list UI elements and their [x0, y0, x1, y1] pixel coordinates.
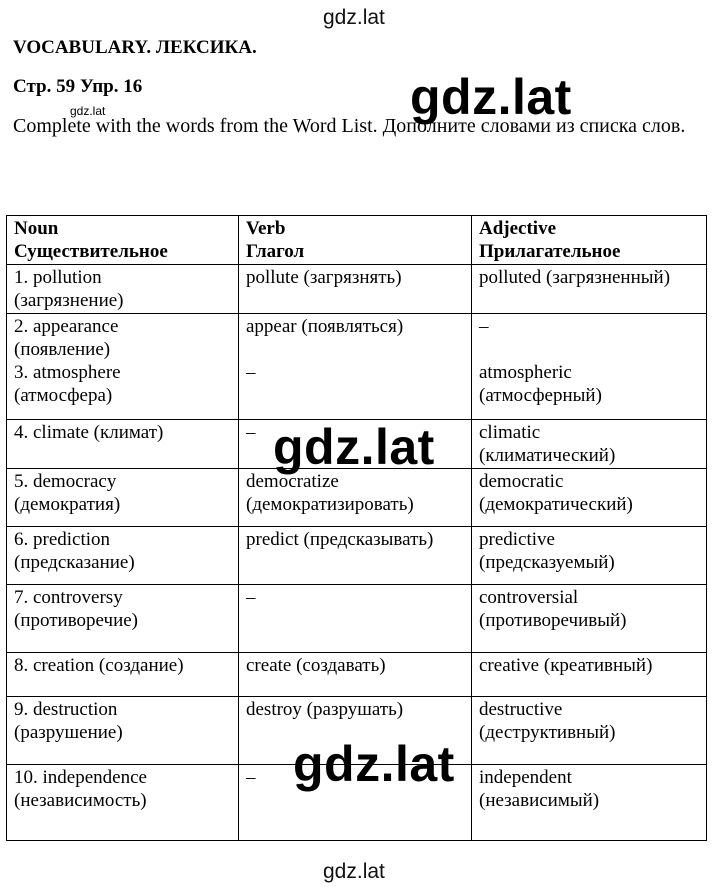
table-cell-noun	[7, 314, 239, 420]
table-cell-noun	[7, 527, 239, 585]
table-row	[7, 314, 707, 420]
cell-line: destroy (разрушать)	[246, 699, 404, 720]
cell-line: –	[246, 587, 256, 608]
table-cell-verb	[239, 527, 472, 585]
column-header-noun	[7, 216, 239, 265]
cell-line: (независимый)	[479, 790, 600, 811]
page-reference: Стр. 59 Упр. 16	[13, 76, 143, 97]
table-cell-adjective	[472, 265, 707, 314]
table-row	[7, 469, 707, 527]
table-cell-noun	[7, 697, 239, 765]
cell-line	[246, 338, 464, 361]
watermark-large-2: gdz.lat	[273, 419, 435, 475]
cell-line: democratize	[246, 471, 339, 492]
cell-line: create (создавать)	[246, 655, 386, 676]
cell-line: (предсказуемый)	[479, 552, 615, 573]
table-cell-noun	[7, 265, 239, 314]
cell-line: 6. prediction	[14, 529, 111, 550]
table-cell-verb	[239, 265, 472, 314]
cell-line: democratic	[479, 471, 564, 492]
cell-line: (демократия)	[14, 494, 121, 515]
header-line: Существительное	[14, 241, 168, 262]
cell-line: atmospheric	[479, 362, 572, 383]
watermark-top: gdz.lat	[323, 6, 385, 29]
column-header-verb	[239, 216, 472, 265]
table-cell-noun	[7, 469, 239, 527]
cell-line: climatic	[479, 422, 541, 443]
watermark-tiny: gdz.lat	[70, 104, 106, 118]
table-cell-verb	[239, 314, 472, 420]
table-row	[7, 265, 707, 314]
cell-line: polluted (загрязненный)	[479, 267, 671, 288]
cell-line: creative (креативный)	[479, 655, 653, 676]
cell-line: –	[479, 316, 489, 337]
table-cell-verb	[239, 469, 472, 527]
cell-line: (демократический)	[479, 494, 633, 515]
cell-line: (независимость)	[14, 790, 147, 811]
cell-line: –	[246, 422, 256, 443]
table-cell-adjective	[472, 527, 707, 585]
table-row	[7, 653, 707, 697]
table-cell-verb	[239, 585, 472, 653]
header-line: Noun	[14, 218, 59, 239]
table-cell-noun	[7, 653, 239, 697]
cell-line: pollute (загрязнять)	[246, 267, 402, 288]
cell-line: (появление)	[14, 339, 111, 360]
cell-line: 9. destruction	[14, 699, 118, 720]
watermark-large-1: gdz.lat	[410, 69, 572, 125]
cell-line: 5. democracy	[14, 471, 117, 492]
instruction-text: Complete with the words from the Word List. Дополните словами из списка слов.	[13, 115, 686, 137]
table-cell-adjective	[472, 420, 707, 469]
cell-line: (атмосферный)	[479, 385, 602, 406]
cell-line: (противоречие)	[14, 610, 139, 631]
table-row	[7, 527, 707, 585]
table-cell-adjective	[472, 653, 707, 697]
table-cell-noun	[7, 420, 239, 469]
watermark-large-3: gdz.lat	[293, 736, 455, 792]
cell-line: (деструктивный)	[479, 722, 616, 743]
cell-line: (демократизировать)	[246, 494, 414, 515]
cell-line: (противоречивый)	[479, 610, 627, 631]
cell-line: –	[246, 362, 256, 383]
cell-line: predict (предсказывать)	[246, 529, 434, 550]
table-cell-adjective	[472, 697, 707, 765]
table-cell-verb	[239, 653, 472, 697]
column-header-adjective	[472, 216, 707, 265]
table-cell-adjective	[472, 469, 707, 527]
cell-line: 3. atmosphere	[14, 362, 121, 383]
header-line: Глагол	[246, 241, 305, 262]
cell-line: 7. controversy	[14, 587, 123, 608]
cell-line: destructive	[479, 699, 563, 720]
table-cell-adjective	[472, 314, 707, 420]
cell-line: 2. appearance	[14, 316, 119, 337]
cell-line: (климатический)	[479, 445, 616, 466]
cell-line: (загрязнение)	[14, 290, 124, 311]
table-cell-adjective	[472, 765, 707, 841]
cell-line: (предсказание)	[14, 552, 135, 573]
table-cell-noun	[7, 765, 239, 841]
cell-line: (атмосфера)	[14, 385, 113, 406]
page-heading: VOCABULARY. ЛЕКСИКА.	[13, 37, 257, 58]
watermark-bottom: gdz.lat	[323, 860, 385, 883]
cell-line: (разрушение)	[14, 722, 123, 743]
cell-line: independent	[479, 767, 572, 788]
header-line: Adjective	[479, 218, 557, 239]
cell-line: controversial	[479, 587, 579, 608]
cell-line: 8. creation (создание)	[14, 655, 184, 676]
table-cell-noun	[7, 585, 239, 653]
header-line: Прилагательное	[479, 241, 621, 262]
table-cell-adjective	[472, 585, 707, 653]
cell-line: predictive	[479, 529, 555, 550]
cell-line: –	[246, 767, 256, 788]
table-header-row	[7, 216, 707, 265]
header-line: Verb	[246, 218, 286, 239]
cell-line: 10. independence	[14, 767, 147, 788]
cell-line: appear (появляться)	[246, 316, 404, 337]
cell-line: 1. pollution	[14, 267, 102, 288]
cell-line: 4. climate (климат)	[14, 422, 164, 443]
table-row	[7, 585, 707, 653]
cell-line	[479, 338, 699, 361]
